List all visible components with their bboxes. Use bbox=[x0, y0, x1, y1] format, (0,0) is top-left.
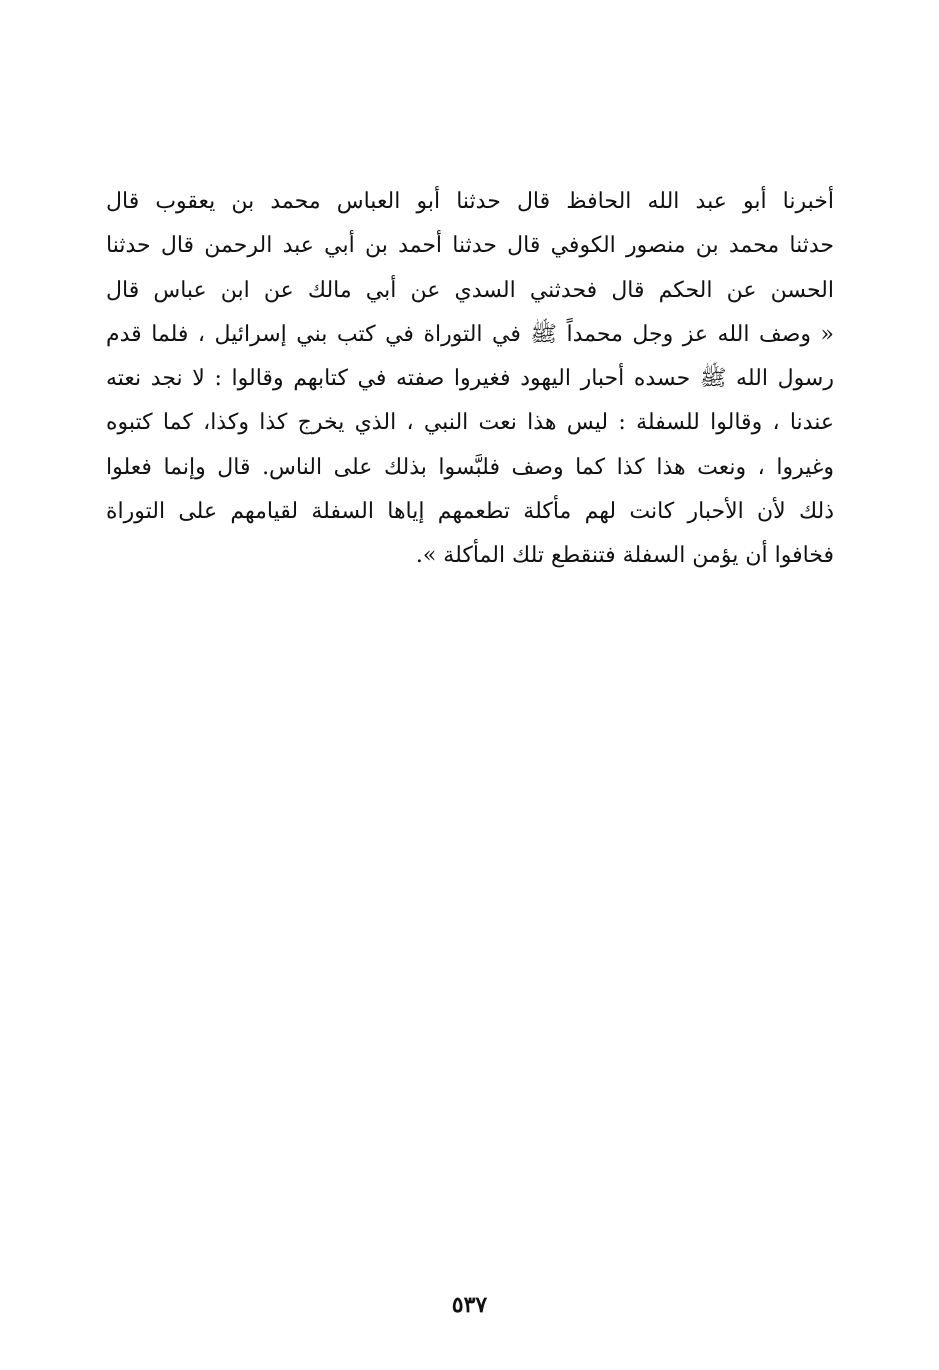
text-line: وغيروا ، ونعت هذا كذا كما وصف فلبَّسوا بذلك على الناس. قال وإنما فعلوا bbox=[106, 454, 834, 480]
text-line: أخبرنا أبو عبد الله الحافظ قال حدثنا أبو العباس محمد بن يعقوب قال bbox=[106, 189, 834, 214]
body-text bbox=[106, 180, 834, 579]
text-line: عندنا ، وقالوا للسفلة : ليس هذا نعت النبي ، الذي يخرج كذا وكذا، كما كتبوه bbox=[106, 410, 834, 436]
text-line: حدثنا محمد بن منصور الكوفي قال حدثنا أحمد بن أبي عبد الرحمن قال حدثنا bbox=[106, 233, 834, 259]
text-line: ذلك لأن الأحبار كانت لهم مأكلة تطعمهم إياها السفلة لقيامهم على التوراة bbox=[106, 499, 834, 525]
text-line: فخافوا أن يؤمن السفلة فتنقطع تلك المأكلة ». bbox=[415, 543, 834, 569]
page-number: ٥٣٧ bbox=[451, 1292, 488, 1318]
text-line: « وصف الله عز وجل محمداً ﷺ في التوراة في كتب بني إسرائيل ، فلما قدم bbox=[106, 321, 834, 347]
text-line: الحسن عن الحكم قال فحدثني السدي عن أبي مالك عن ابن عباس قال bbox=[106, 277, 834, 303]
text-line: رسول الله ﷺ حسده أحبار اليهود فغيروا صفته في كتابهم وقالوا : لا نجد نعته bbox=[106, 366, 834, 392]
